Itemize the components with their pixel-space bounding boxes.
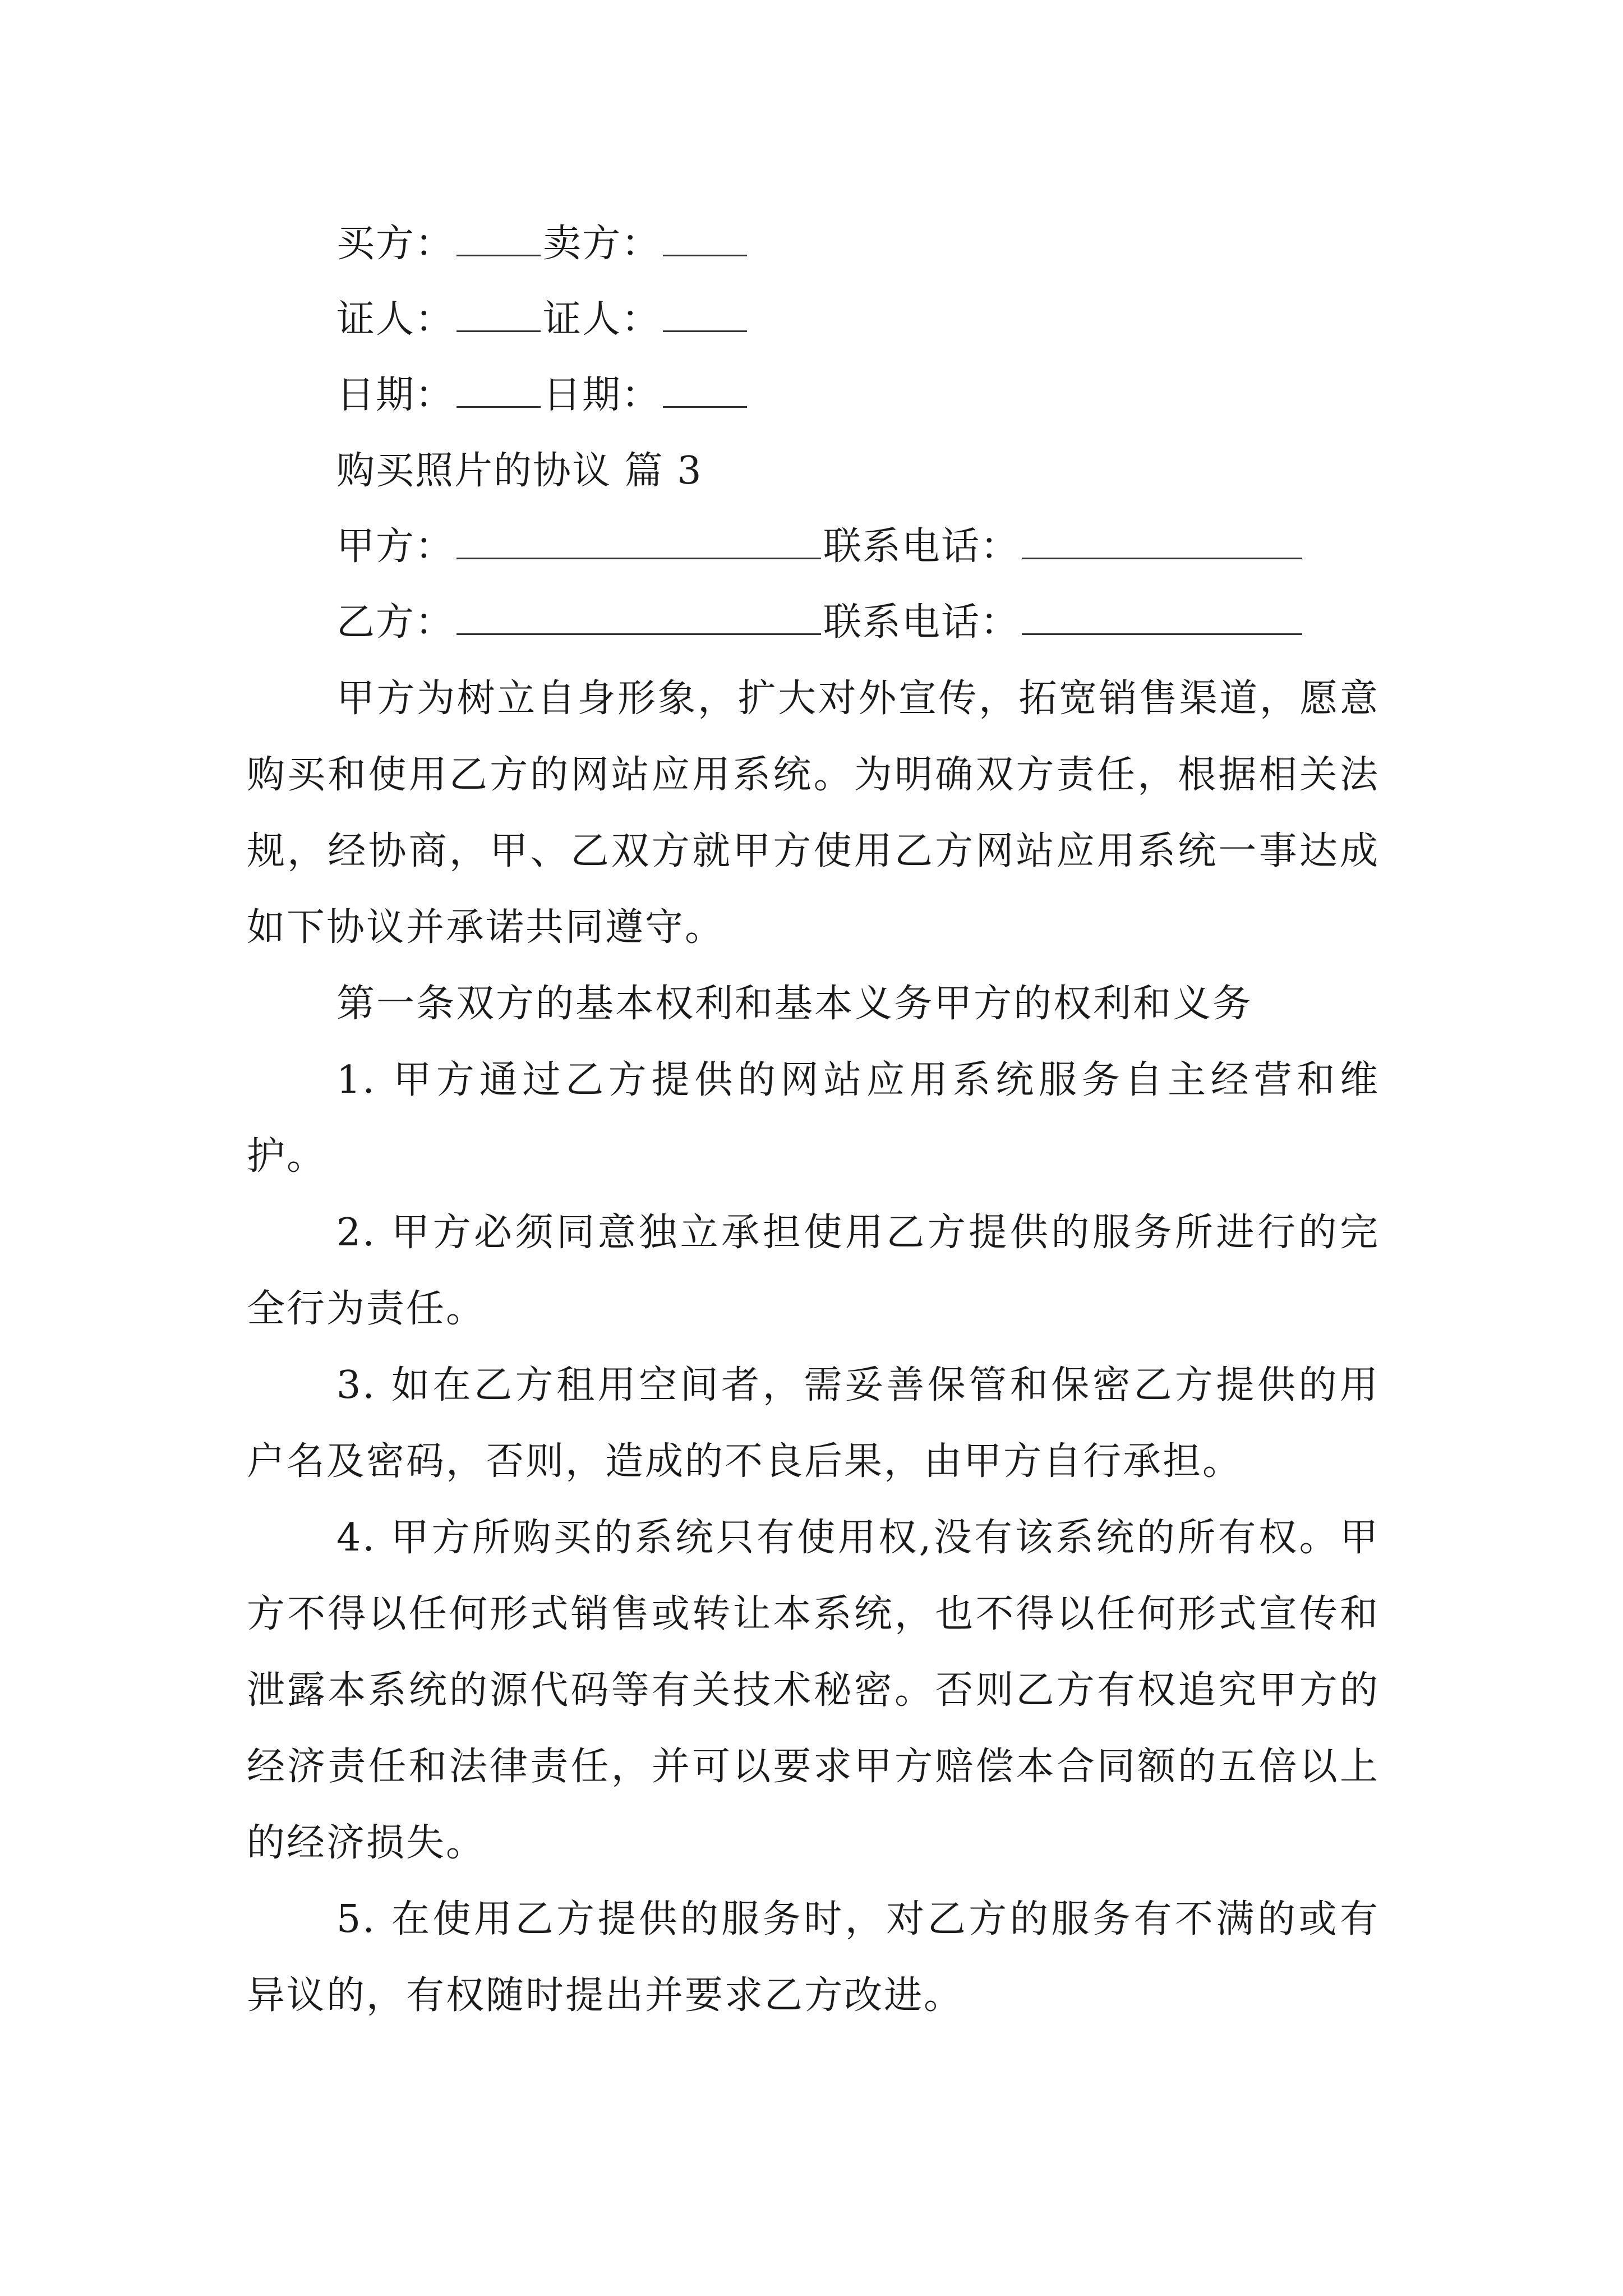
witness-blank-2 — [663, 291, 747, 332]
article-1-heading: 第一条双方的基本权利和基本义务甲方的权利和义务 — [336, 982, 1253, 1026]
clause-4: 4. 甲方所购买的系统只有使用权,没有该系统的所有权。甲方不得以任何形式销售或转让本系统，也不得以任何形式宣传和泄露本系统的源代码等有关技术秘密。否则乙方有权追究甲方的经济责任和法律责任，并可以要求甲方赔偿本合同额的五倍以上的经济损失。 — [247, 1516, 1380, 1865]
party-b-blank — [457, 594, 821, 635]
clause-5: 5. 在使用乙方提供的服务时，对乙方的服务有不满的或有异议的，有权随时提出并要求乙方改进。 — [247, 1897, 1380, 2018]
intro-paragraph: 甲方为树立自身形象，扩大对外宣传，拓宽销售渠道，愿意购买和使用乙方的网站应用系统。为明确双方责任，根据相关法规，经协商，甲、乙双方就甲方使用乙方网站应用系统一事达成如下协议并承诺共同遵守。 — [247, 677, 1380, 950]
seller-label: 卖方： — [543, 222, 661, 266]
date-blank-2 — [663, 367, 747, 408]
witness-line — [336, 289, 749, 351]
witness-label-1: 证人： — [336, 297, 455, 342]
date-label-2: 日期： — [543, 373, 661, 417]
party-b-line — [336, 592, 1304, 654]
party-b-label: 乙方： — [336, 600, 455, 645]
party-b-phone-label: 联系电话： — [823, 600, 1020, 645]
party-a-line — [336, 516, 1304, 578]
buyer-label: 买方： — [336, 222, 455, 266]
buyer-seller-line — [336, 213, 749, 275]
date-label-1: 日期： — [336, 373, 455, 417]
clause-2: 2. 甲方必须同意独立承担使用乙方提供的服务所进行的完全行为责任。 — [247, 1211, 1380, 1331]
party-a-blank — [457, 518, 821, 559]
seller-signature-blank — [663, 215, 747, 256]
party-a-phone-label: 联系电话： — [823, 524, 1020, 569]
buyer-signature-blank — [457, 215, 541, 256]
witness-label-2: 证人： — [543, 297, 661, 342]
witness-blank-1 — [457, 291, 541, 332]
section-title: 购买照片的协议 篇 3 — [336, 449, 703, 493]
party-a-phone-blank — [1022, 518, 1302, 559]
clause-1: 1. 甲方通过乙方提供的网站应用系统服务自主经营和维护。 — [247, 1058, 1380, 1179]
date-line — [336, 365, 749, 426]
party-a-label: 甲方： — [336, 524, 455, 569]
clause-3: 3. 如在乙方租用空间者，需妥善保管和保密乙方提供的用户名及密码，否则，造成的不良后果，由甲方自行承担。 — [247, 1363, 1380, 1484]
date-blank-1 — [457, 367, 541, 408]
party-b-phone-blank — [1022, 594, 1302, 635]
